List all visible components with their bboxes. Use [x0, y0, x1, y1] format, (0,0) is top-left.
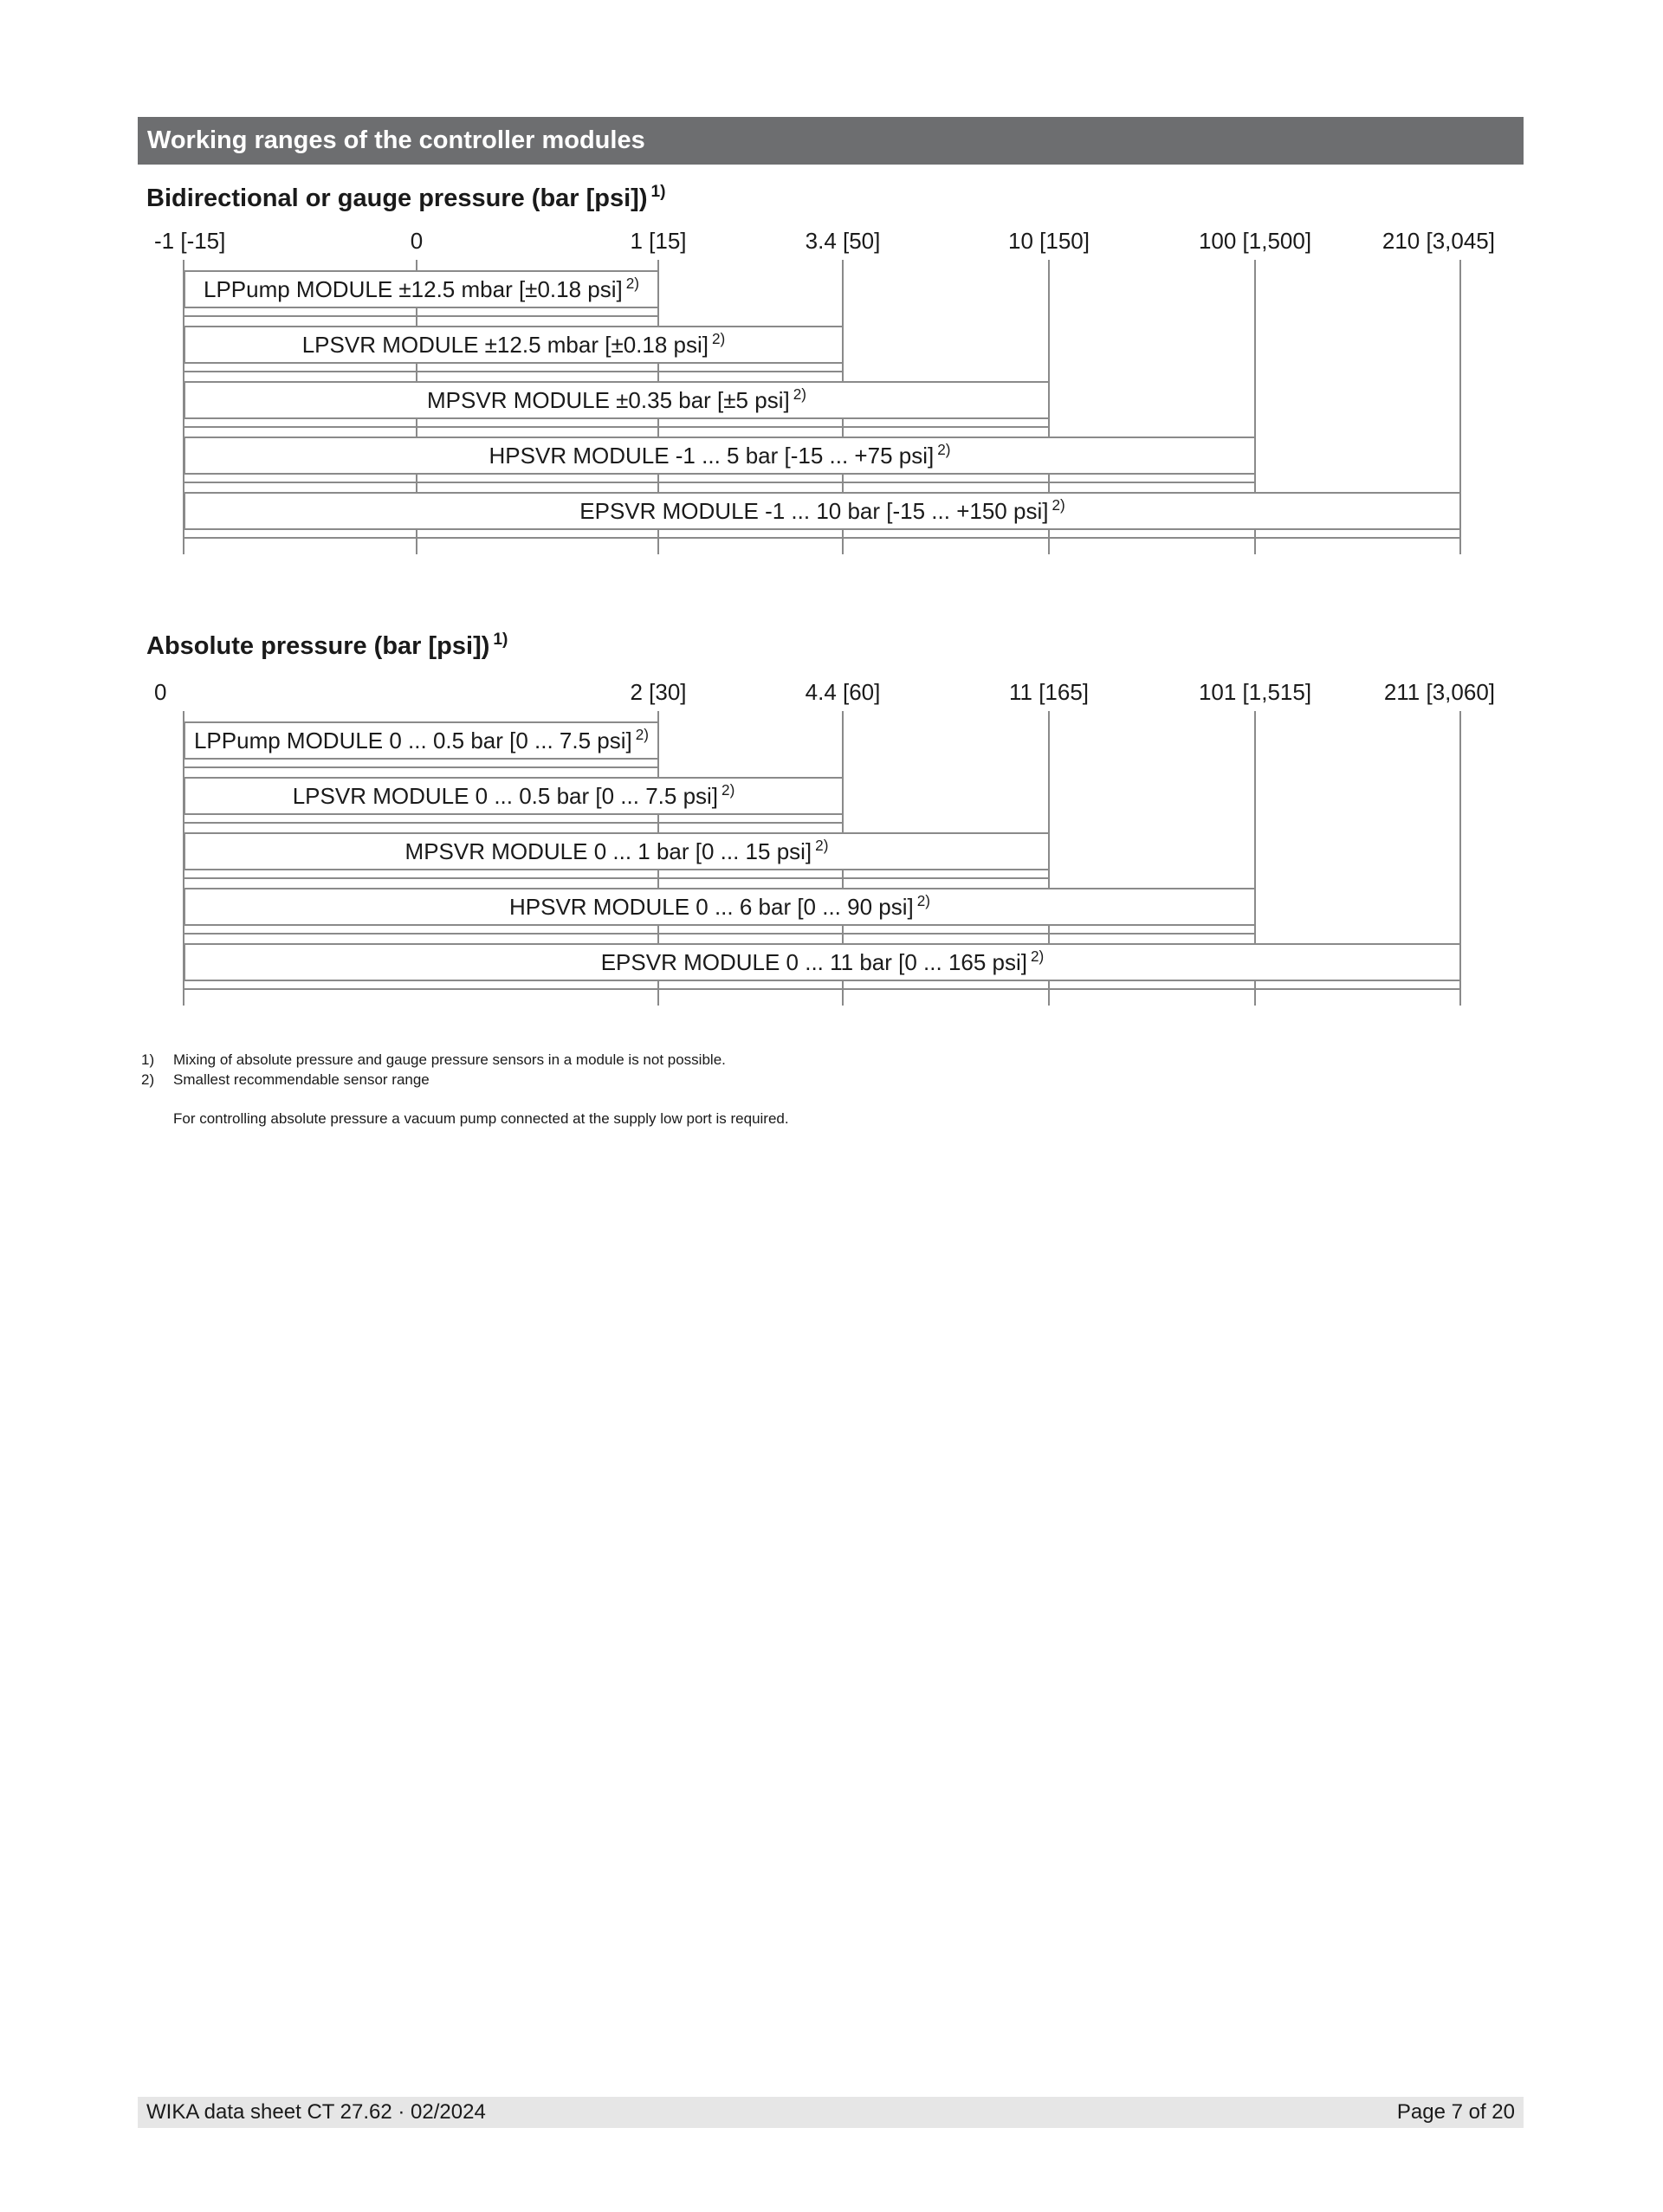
axis-tick-label: 101 [1,515]: [1198, 679, 1312, 705]
module-range-footnote-ref: 2): [1052, 496, 1065, 514]
module-range-bar: [184, 492, 1461, 530]
gauge-chart-title: [146, 184, 666, 213]
axis-tick-label: 2 [30]: [630, 679, 687, 705]
axis-tick-label: 1 [15]: [630, 228, 687, 254]
module-range-label: [302, 332, 726, 359]
module-range-label: [427, 387, 806, 414]
range-separator-line: [184, 426, 1049, 428]
absolute-chart-title-text: Absolute pressure (bar [psi]): [146, 632, 490, 660]
module-range-footnote-ref: 2): [937, 441, 951, 459]
module-range-text: HPSVR MODULE 0 ... 6 bar [0 ... 90 psi]: [509, 893, 914, 920]
module-range-text: MPSVR MODULE ±0.35 bar [±5 psi]: [427, 386, 790, 413]
footnote-number: 2): [141, 1071, 155, 1088]
range-separator-line: [184, 482, 1255, 483]
module-range-footnote-ref: 2): [635, 726, 650, 744]
footnote-2: [141, 1070, 789, 1090]
module-range-bar: [184, 437, 1256, 475]
module-range-footnote-ref: 2): [815, 837, 829, 855]
module-range-label: [293, 783, 735, 810]
axis-tick-label: 100 [1,500]: [1198, 228, 1312, 254]
module-range-text: LPSVR MODULE 0 ... 0.5 bar [0 ... 7.5 psi]: [292, 782, 719, 809]
footnote-text: Smallest recommendable sensor range: [173, 1071, 430, 1088]
range-separator-line: [184, 877, 1049, 879]
footnote-number: 1): [141, 1051, 155, 1068]
module-range-bar: [184, 381, 1050, 419]
gauge-chart-title-text: Bidirectional or gauge pressure (bar [psi]): [146, 184, 648, 212]
module-range-text: LPPump MODULE 0 ... 0.5 bar [0 ... 7.5 psi]: [193, 727, 632, 754]
axis-tick-label: 11 [165]: [1008, 679, 1090, 705]
module-range-bar: [184, 326, 844, 364]
module-range-bar: [184, 777, 844, 815]
section-header: [138, 117, 1524, 165]
axis-tick-label: 10 [150]: [1008, 228, 1090, 254]
module-range-bar: [184, 888, 1256, 926]
module-range-bar: [184, 721, 659, 760]
range-separator-line: [184, 933, 1255, 935]
axis-tick-label: -1 [-15]: [154, 228, 226, 254]
range-separator-line: [184, 822, 843, 824]
footnote-1: [141, 1050, 789, 1070]
gauge-chart-footnote-ref: 1): [650, 183, 666, 202]
range-separator-line: [184, 315, 658, 317]
section-title: Working ranges of the controller modules: [147, 126, 645, 154]
range-separator-line: [184, 371, 843, 372]
module-range-footnote-ref: 2): [625, 275, 639, 293]
module-range-label: [579, 498, 1064, 525]
module-range-label: [601, 949, 1045, 976]
footnotes: [141, 1050, 789, 1129]
absolute-chart-footnote-ref: 1): [493, 631, 508, 650]
module-range-bar: [184, 270, 659, 308]
range-separator-line: [184, 766, 658, 768]
axis-tick-label: 210 [3,045]: [1382, 228, 1495, 254]
module-range-bar: [184, 943, 1461, 981]
module-range-text: EPSVR MODULE -1 ... 10 bar [-15 ... +150 psi]: [579, 497, 1049, 524]
module-range-bar: [184, 832, 1050, 870]
module-range-text: LPSVR MODULE ±12.5 mbar [±0.18 psi]: [301, 331, 709, 358]
module-range-footnote-ref: 2): [1031, 948, 1045, 966]
module-range-footnote-ref: 2): [721, 781, 735, 799]
datasheet-reference: WIKA data sheet CT 27.62 · 02/2024: [146, 2100, 486, 2124]
range-separator-line: [184, 988, 1460, 990]
module-range-label: [194, 728, 649, 754]
module-range-label: [204, 276, 639, 303]
footnote-text: Mixing of absolute pressure and gauge pressure sensors in a module is not possible.: [173, 1051, 726, 1068]
axis-tick-label: 0: [154, 679, 167, 705]
axis-tick-label: 0: [410, 228, 424, 254]
module-range-text: EPSVR MODULE 0 ... 11 bar [0 ... 165 psi]: [600, 948, 1028, 975]
axis-tick-label: 3.4 [50]: [805, 228, 881, 254]
module-range-label: [405, 838, 829, 865]
page-footer: [138, 2097, 1524, 2128]
module-range-label: [489, 443, 951, 469]
vacuum-pump-note: For controlling absolute pressure a vacuum pump connected at the supply low port is required.: [173, 1110, 789, 1127]
module-range-footnote-ref: 2): [793, 385, 806, 404]
range-separator-line: [184, 537, 1460, 539]
page-number: Page 7 of 20: [1396, 2100, 1515, 2124]
module-range-text: LPPump MODULE ±12.5 mbar [±0.18 psi]: [203, 275, 623, 302]
module-range-footnote-ref: 2): [916, 892, 930, 910]
axis-tick-label: 4.4 [60]: [805, 679, 881, 705]
module-range-text: HPSVR MODULE -1 ... 5 bar [-15 ... +75 psi]: [489, 442, 935, 469]
module-range-text: MPSVR MODULE 0 ... 1 bar [0 ... 15 psi]: [404, 838, 812, 864]
module-range-footnote-ref: 2): [712, 330, 726, 348]
module-range-label: [509, 894, 930, 921]
absolute-chart-title: [146, 632, 508, 661]
axis-tick-label: 211 [3,060]: [1383, 679, 1495, 705]
